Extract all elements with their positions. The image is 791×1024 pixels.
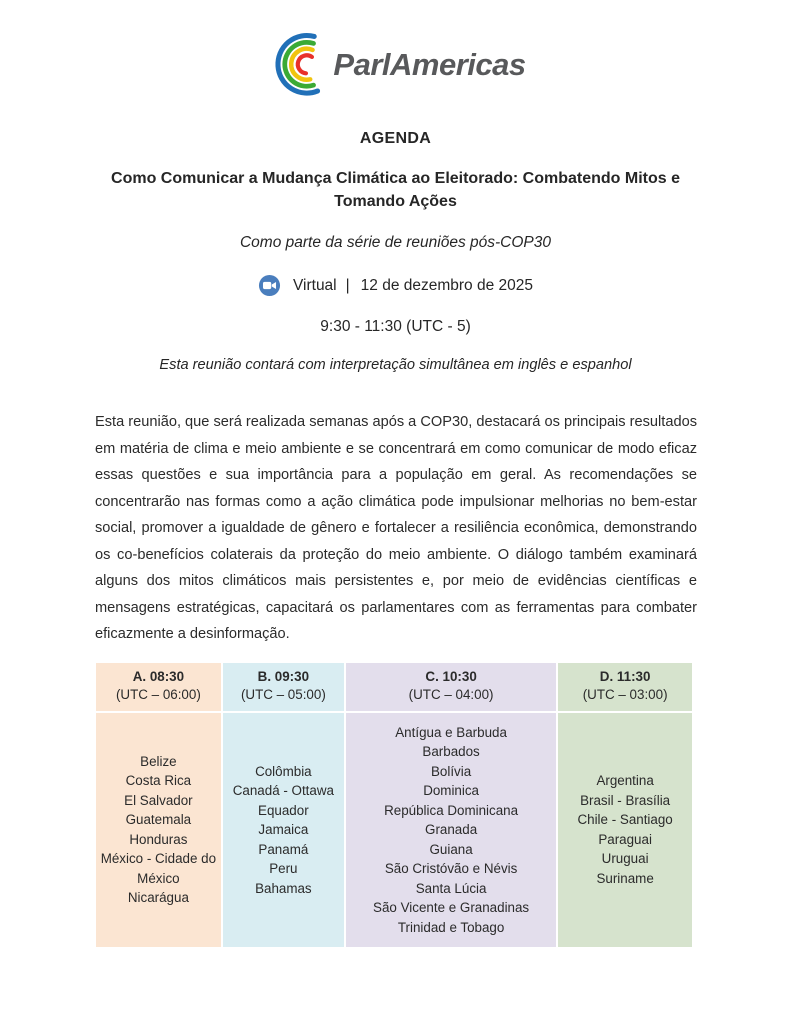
agenda-heading: AGENDA — [359, 130, 432, 147]
country-item: El Salvador — [124, 792, 193, 808]
schedule-countries-row — [95, 712, 693, 949]
schedule-header-row — [95, 662, 693, 712]
schedule-column-header-B — [222, 662, 345, 712]
utc-offset-label: (UTC – 03:00) — [582, 686, 668, 702]
country-item: Bolívia — [430, 763, 472, 779]
country-item: Granada — [425, 822, 478, 837]
utc-offset-label: (UTC – 04:00) — [408, 686, 494, 702]
country-item: Paraguai — [598, 831, 652, 847]
series-subtitle: Como parte da série de reuniões pós-COP30 — [239, 234, 552, 251]
country-item: Panamá — [258, 841, 309, 857]
meeting-description: Esta reunião, que será realizada semanas após a COP30, destacará os principais resultados em matéria de clima e meio ambiente e se concentrará em como comunicar de modo eficaz essas questões e sua importância para a população em geral. As recomendações se concentrarão nas formas como a ação climática pode impulsionar melhorias no bem-estar social, promover a igualdade de gênero e fortalecer a resiliência econômica, demonstrando os co-benefícios colaterais da proteção do meio ambiente. O diálogo também examinará alguns dos mitos climáticos mais persistentes e, por meio de evidências científicas e mensagens estratégicas, capacitará os parlamentares com as ferramentas para combater eficazmente a desinformação. — [95, 414, 697, 642]
country-item: República Dominicana — [384, 802, 519, 818]
country-item: Nicarágua — [127, 890, 189, 906]
time-slot-label: D. 11:30 — [599, 668, 651, 684]
meeting-title: Como Comunicar a Mudança Climática ao Eleitorado: Combatendo Mitos e Tomando Ações — [111, 170, 680, 210]
schedule-column-countries-A — [95, 712, 222, 949]
meeting-mode-row — [0, 274, 791, 297]
meeting-time: 9:30 - 11:30 (UTC - 5) — [320, 318, 471, 335]
utc-offset-label: (UTC – 05:00) — [240, 686, 326, 702]
country-item: Barbados — [422, 744, 480, 759]
country-item: Argentina — [596, 773, 654, 789]
logo-wordmark: ParlAmericas — [333, 47, 526, 82]
country-item: Jamaica — [258, 822, 309, 837]
utc-offset-label: (UTC – 06:00) — [115, 686, 201, 702]
country-item: Guiana — [429, 841, 473, 857]
logo-arcs-icon — [265, 26, 337, 104]
country-item: Dominica — [423, 783, 479, 798]
country-item: Peru — [269, 861, 298, 876]
schedule-column-countries-D — [557, 712, 693, 949]
country-item: Canadá - Ottawa — [232, 783, 334, 798]
schedule-column-header-A — [95, 662, 222, 712]
meeting-date: 12 de dezembro de 2025 — [360, 276, 534, 294]
video-camera-icon — [258, 274, 281, 297]
country-item: Brasil - Brasília — [580, 792, 671, 808]
schedule-table — [95, 662, 693, 949]
country-item: Colômbia — [255, 763, 312, 779]
country-item: Antígua e Barbuda — [395, 724, 507, 740]
country-item: Costa Rica — [125, 773, 192, 789]
time-slot-label: B. 09:30 — [257, 668, 310, 684]
country-item: Equador — [258, 802, 309, 818]
country-item: Belize — [140, 753, 177, 769]
country-item: São Cristóvão e Névis — [384, 861, 518, 876]
country-item: México - Cidade do México — [100, 851, 217, 886]
time-slot-label: C. 10:30 — [425, 668, 477, 684]
country-item: Uruguai — [601, 851, 649, 867]
meeting-mode-label: Virtual — [292, 276, 337, 294]
time-slot-label: A. 08:30 — [132, 668, 185, 684]
schedule-column-header-D — [557, 662, 693, 712]
country-item: Chile - Santiago — [577, 812, 673, 828]
separator: | — [345, 276, 350, 294]
country-item: Trinidad e Tobago — [397, 919, 505, 935]
country-item: São Vicente e Granadinas — [373, 900, 530, 915]
schedule-column-countries-B — [222, 712, 345, 949]
schedule-column-header-C — [345, 662, 557, 712]
country-item: Bahamas — [255, 880, 312, 896]
country-item: Guatemala — [125, 812, 192, 828]
country-item: Suriname — [596, 870, 654, 886]
schedule-column-countries-C — [345, 712, 557, 949]
parlamericas-logo — [0, 0, 791, 104]
interpretation-note: Esta reunião contará com interpretação simultânea em inglês e espanhol — [159, 357, 632, 373]
country-item: Santa Lúcia — [415, 880, 487, 896]
country-item: Honduras — [129, 831, 188, 847]
